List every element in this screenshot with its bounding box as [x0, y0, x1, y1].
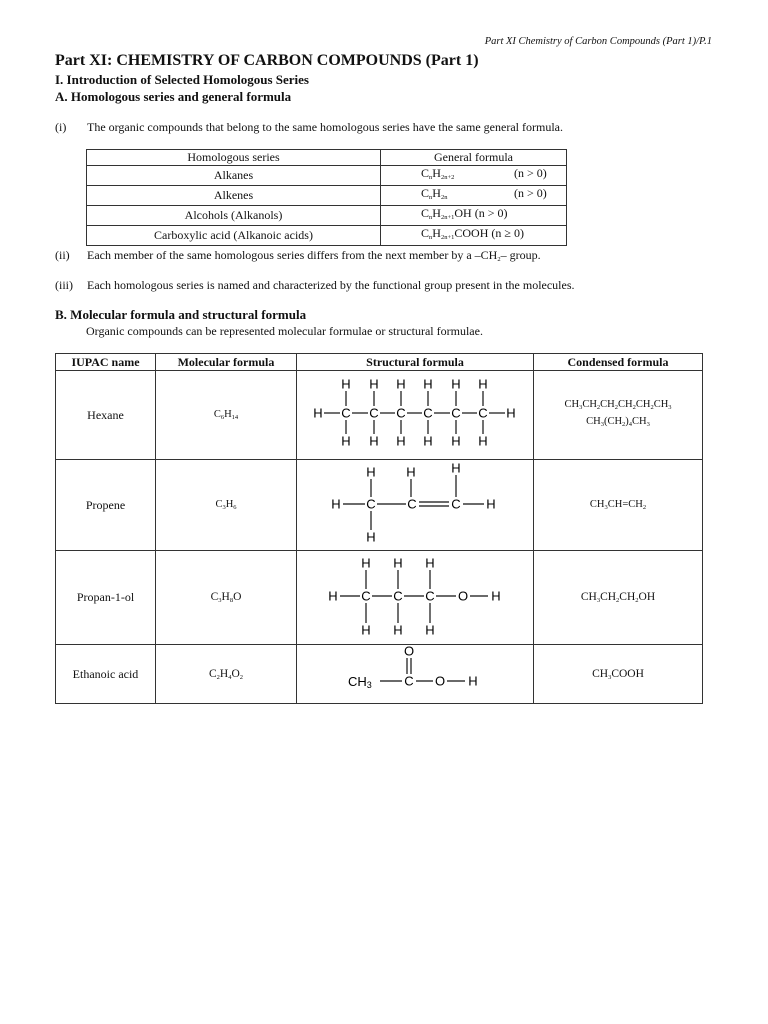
hydrogen-label: H [423, 433, 433, 449]
formula-text: CH [582, 399, 597, 410]
formula-text: O [231, 667, 240, 680]
iupac-name-cell: Hexane [56, 371, 156, 460]
hydrogen-label: H [478, 433, 488, 449]
hydrogen-label: H [425, 555, 435, 571]
structural-formula-cell [297, 551, 534, 645]
hydrogen-label: H [451, 460, 461, 476]
hydrogen-label: H [478, 376, 488, 392]
table-row [87, 166, 567, 186]
hydrogen-label: H [468, 673, 478, 689]
formula-subscript: 8 [229, 597, 234, 604]
column-header-iupac-name: IUPAC name [56, 354, 156, 371]
formula-text: CH [618, 399, 633, 410]
formula-subscript: 2 [239, 673, 244, 681]
hydrogen-label: H [406, 464, 416, 480]
formula-subscript: 2 [622, 421, 626, 428]
oxygen-label: O [457, 588, 469, 604]
point-iii [55, 278, 715, 293]
formula-subscript: 2 [216, 673, 220, 681]
formula-subscript: 2n+1 [440, 214, 455, 221]
formula-subscript: 2 [616, 597, 620, 604]
methyl-group-label: $CH_3$ [348, 673, 372, 690]
formula-subscript: 2n+1 [440, 234, 455, 241]
molecule-formula-table [55, 353, 703, 704]
propan-1-ol-structure-diagram [298, 551, 532, 640]
condensed-formula-cell [534, 460, 703, 551]
hydrogen-label: H [396, 433, 406, 449]
hydrogen-label: H [341, 433, 351, 449]
ethanoic-acid-structure-diagram [298, 645, 532, 699]
point-text: Each homologous series is named and characterized by the functional group present in the molecules. [87, 278, 575, 292]
formula-text: CH [586, 416, 601, 427]
carbon-label: C [451, 496, 461, 512]
subsection-b-intro: Organic compounds can be represented molecular formulae or structural formulae. [86, 324, 483, 338]
table-row [87, 226, 567, 246]
condensed-formula-cell [534, 551, 703, 645]
formula-subscript: 3 [579, 404, 583, 411]
formula-text: COOH [454, 226, 489, 240]
structural-formula-cell [297, 460, 534, 551]
formula-subscript: 2n+2 [440, 174, 455, 181]
series-name-cell: Alkenes [87, 186, 381, 206]
formula-subscript: n [429, 194, 433, 201]
iupac-name-cell: Ethanoic acid [56, 645, 156, 704]
point-number: (i) [55, 120, 67, 134]
formula-subscript: 2 [614, 404, 618, 411]
molecular-formula-cell [156, 645, 297, 704]
general-formula [421, 226, 488, 245]
formula-text: C [210, 591, 219, 603]
general-formula-cell [381, 226, 567, 246]
formula-text: CH=CH [607, 499, 643, 510]
page-title: Part XI: CHEMISTRY OF CARBON COMPOUNDS (Part 1) [55, 52, 479, 69]
condensed-formula-line [534, 398, 702, 415]
carbon-label: C [423, 405, 433, 421]
formula-text: C [421, 166, 430, 180]
formula-subscript: 2 [642, 504, 647, 511]
general-formula [421, 166, 511, 185]
formula-text: C [421, 186, 430, 200]
formula-subscript: 3 [600, 421, 604, 428]
formula-text: H [432, 226, 441, 240]
hydrogen-label: H [369, 433, 379, 449]
hydrogen-label: H [423, 376, 433, 392]
molecular-formula-cell [156, 460, 297, 551]
formula-text: H [432, 166, 441, 180]
column-header-structural-formula: Structural formula [297, 354, 534, 371]
formula-subscript: n [429, 234, 433, 241]
hydrogen-label: H [369, 376, 379, 392]
point-text-end: – group. [500, 248, 541, 262]
table-row [56, 460, 703, 551]
hydrogen-label: H [506, 405, 516, 421]
formula-text: OH [638, 591, 656, 603]
formula-text: C [213, 409, 221, 420]
carbon-label: C [478, 405, 488, 421]
section-heading-introduction: I. Introduction of Selected Homologous Series [55, 72, 309, 87]
formula-text: CH [619, 591, 636, 603]
structural-formula-cell [297, 371, 534, 460]
formula-subscript: 4 [228, 673, 232, 681]
point-text: The organic compounds that belong to the same homologous series have the same general formula. [87, 120, 563, 134]
table-row [56, 551, 703, 645]
formula-text: (CH [603, 416, 623, 427]
formula-text: COOH [611, 667, 644, 680]
condensed-formula-line [534, 591, 702, 604]
formula-subscript: 4 [628, 421, 633, 428]
formula-condition: (n > 0) [511, 166, 547, 180]
condensed-formula-line [534, 499, 702, 511]
hydrogen-label: H [393, 622, 403, 638]
subsection-heading-a: A. Homologous series and general formula [55, 89, 292, 104]
hydrogen-label: H [366, 529, 376, 545]
propene-structure-diagram [298, 460, 532, 546]
general-formula [421, 206, 472, 225]
carbon-label: C [366, 496, 376, 512]
formula-subscript: 3 [222, 504, 226, 511]
formula-text: CH [589, 499, 605, 510]
formula-text: C [208, 667, 217, 680]
carbon-label: C [396, 405, 406, 421]
hydrogen-label: H [361, 555, 371, 571]
formula-subscript: 2 [650, 404, 654, 411]
formula-subscript: n [429, 174, 433, 181]
general-formula-cell [381, 166, 567, 186]
series-name-cell: Alcohols (Alkanols) [87, 206, 381, 226]
hydrogen-label: H [313, 405, 323, 421]
formula-subscript: 14 [231, 414, 239, 421]
carbon-label: C [425, 588, 435, 604]
hydrogen-label: H [491, 588, 501, 604]
molecular-formula-cell [156, 551, 297, 645]
hydrogen-label: H [396, 376, 406, 392]
condensed-formula-cell [534, 371, 703, 460]
point-number: (iii) [55, 278, 73, 292]
point-number: (ii) [55, 248, 70, 262]
series-name-cell: Carboxylic acid (Alkanoic acids) [87, 226, 381, 246]
carbon-label: C [407, 496, 417, 512]
formula-text: CH [632, 416, 647, 427]
formula-text: C [215, 499, 223, 510]
formula-subscript: 6 [220, 414, 225, 421]
hydrogen-label: H [331, 496, 341, 512]
carbon-label: C [393, 588, 403, 604]
hexane-structure-diagram [298, 371, 532, 455]
formula-subscript: 3 [608, 673, 612, 681]
formula-text: CH [600, 399, 615, 410]
condensed-formula-line [534, 415, 702, 432]
point-i [55, 120, 715, 135]
table-header-row [87, 150, 567, 166]
formula-text: H [219, 667, 229, 680]
hydrogen-label: H [425, 622, 435, 638]
formula-text: CH [564, 399, 580, 410]
general-formula-cell [381, 186, 567, 206]
formula-text: OH [454, 206, 472, 220]
hydrogen-label: H [451, 433, 461, 449]
formula-subscript: 2 [635, 597, 639, 604]
formula-subscript: 2n [440, 194, 448, 201]
molecular-formula-cell [156, 371, 297, 460]
table-row [56, 371, 703, 460]
formula-subscript: 3 [646, 421, 650, 428]
point-ii [55, 248, 715, 263]
column-header-condensed-formula: Condensed formula [534, 354, 703, 371]
formula-subscript: 3 [604, 504, 608, 511]
formula-text: ) [625, 416, 629, 427]
formula-text: CH [653, 399, 669, 410]
hydrogen-label: H [341, 376, 351, 392]
hydrogen-label: H [328, 588, 338, 604]
formula-subscript: 3 [596, 597, 601, 604]
carbon-label: C [361, 588, 371, 604]
general-formula [421, 186, 511, 205]
formula-text: C [421, 226, 430, 240]
hydrogen-label: H [393, 555, 403, 571]
oxygen-label: O [434, 673, 446, 689]
formula-subscript: 2 [632, 404, 636, 411]
table-row [87, 186, 567, 206]
formula-text: H [432, 186, 441, 200]
iupac-name-cell: Propene [56, 460, 156, 551]
condensed-formula-cell [534, 645, 703, 704]
column-header-homologous-series: Homologous series [87, 150, 381, 166]
running-header: Part XI Chemistry of Carbon Compounds (Part 1)/P.1 [484, 36, 712, 47]
carbon-label: C [341, 405, 351, 421]
formula-condition: (n ≥ 0) [488, 226, 524, 240]
formula-subscript: n [429, 214, 433, 221]
formula-text: H [225, 499, 234, 510]
hydrogen-label: H [361, 622, 371, 638]
carbon-label: C [404, 673, 414, 689]
column-header-molecular-formula: Molecular formula [156, 354, 297, 371]
formula-text: H [221, 591, 230, 603]
formula-text: O [233, 591, 242, 603]
formula-subscript: 6 [233, 504, 237, 511]
hydrogen-label: H [366, 464, 376, 480]
carbon-label: C [451, 405, 461, 421]
series-name-cell: Alkanes [87, 166, 381, 186]
formula-subscript: 3 [668, 404, 672, 411]
condensed-formula-line [534, 668, 702, 681]
formula-subscript: 2 [596, 404, 601, 411]
iupac-name-cell: Propan-1-ol [56, 551, 156, 645]
table-row [87, 206, 567, 226]
formula-text: CH [635, 399, 651, 410]
oxygen-label: O [403, 645, 415, 659]
formula-subscript: 3 [218, 597, 222, 604]
formula-text: CH [600, 591, 617, 603]
hydrogen-label: H [451, 376, 461, 392]
subsection-heading-b: B. Molecular formula and structural formula [55, 307, 307, 322]
formula-condition: (n > 0) [471, 206, 508, 220]
structural-formula-cell [297, 645, 534, 704]
formula-text: H [224, 409, 232, 420]
formula-condition: (n > 0) [511, 186, 547, 200]
hydrogen-label: H [486, 496, 496, 512]
column-header-general-formula: General formula [381, 150, 567, 166]
formula-text: C [421, 206, 430, 220]
point-text-subscript: 2 [497, 256, 501, 263]
carbon-label: C [369, 405, 379, 421]
formula-text: CH [592, 667, 609, 680]
table-row [56, 645, 703, 704]
general-formula-cell [381, 206, 567, 226]
point-text: Each member of the same homologous series differs from the next member by a –CH [87, 248, 498, 262]
homologous-series-table [86, 149, 567, 246]
formula-text: H [432, 206, 441, 220]
formula-text: CH [580, 591, 597, 603]
